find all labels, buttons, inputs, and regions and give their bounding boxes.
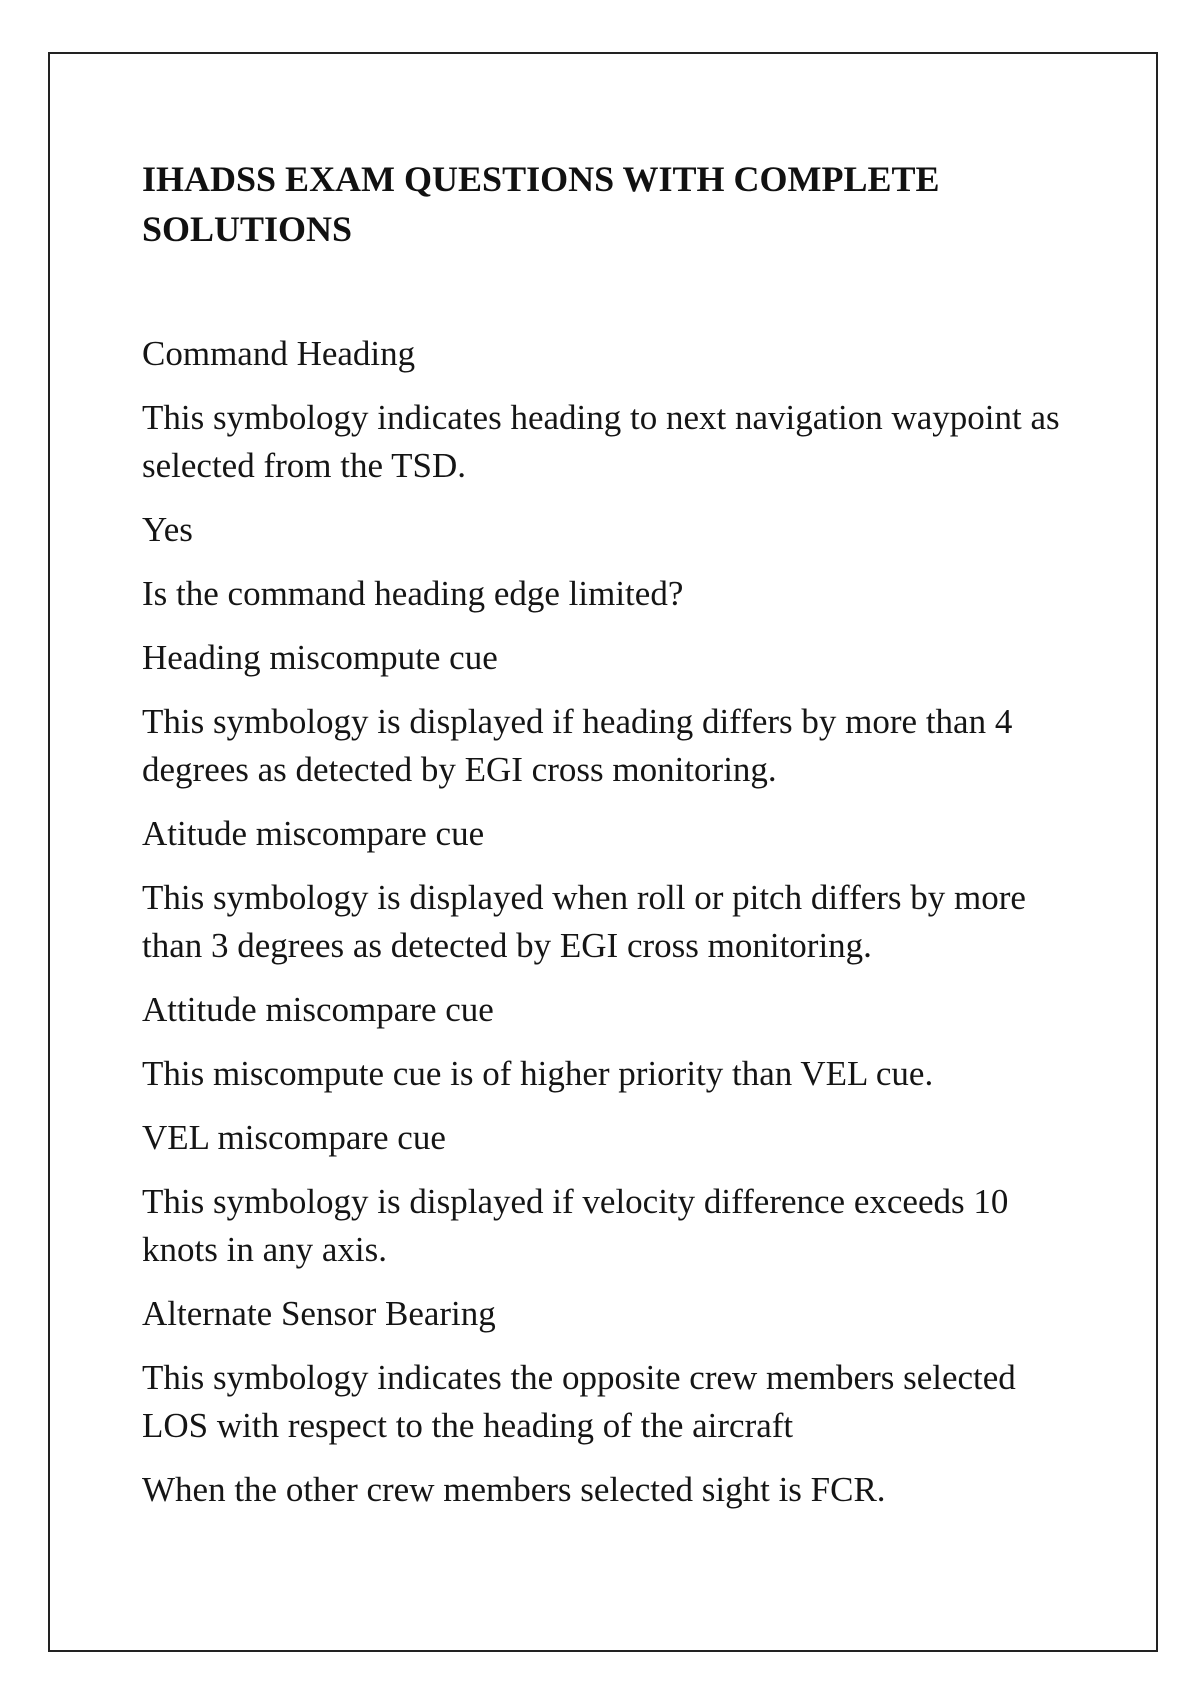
paragraph-atitude-miscompare-answer: This symbology is displayed when roll or pitch differs by more than 3 degrees as detected by EGI cross monitoring. [142, 878, 1026, 965]
paragraph-edge-limited-question: Is the command heading edge limited? [142, 574, 684, 613]
paragraph-vel-miscompare-answer: This symbology is displayed if velocity difference exceeds 10 knots in any axis. [142, 1182, 1009, 1269]
paragraph-atitude-miscompare: Atitude miscompare cue [142, 814, 485, 853]
paragraph-command-heading-answer: This symbology indicates heading to next navigation waypoint as selected from the TSD. [142, 398, 1060, 485]
paragraph-heading-miscompute: Heading miscompute cue [142, 638, 498, 677]
paragraph-yes: Yes [142, 510, 193, 549]
paragraph-heading-miscompute-answer: This symbology is displayed if heading differs by more than 4 degrees as detected by EGI cross monitoring. [142, 702, 1013, 789]
paragraph-fcr-answer: When the other crew members selected sight is FCR. [142, 1470, 886, 1509]
paragraph-priority-answer: This miscompute cue is of higher priority than VEL cue. [142, 1054, 934, 1093]
paragraph-attitude-miscompare: Attitude miscompare cue [142, 990, 494, 1029]
paragraph-vel-miscompare: VEL miscompare cue [142, 1118, 446, 1157]
paragraph-command-heading: Command Heading [142, 334, 416, 373]
document-title: IHADSS EXAM QUESTIONS WITH COMPLETE SOLUTIONS [142, 159, 940, 249]
document-body [142, 330, 1062, 1530]
paragraph-alternate-sensor-bearing: Alternate Sensor Bearing [142, 1294, 496, 1333]
paragraph-alternate-sensor-answer: This symbology indicates the opposite crew members selected LOS with respect to the heading of the aircraft [142, 1358, 1016, 1445]
